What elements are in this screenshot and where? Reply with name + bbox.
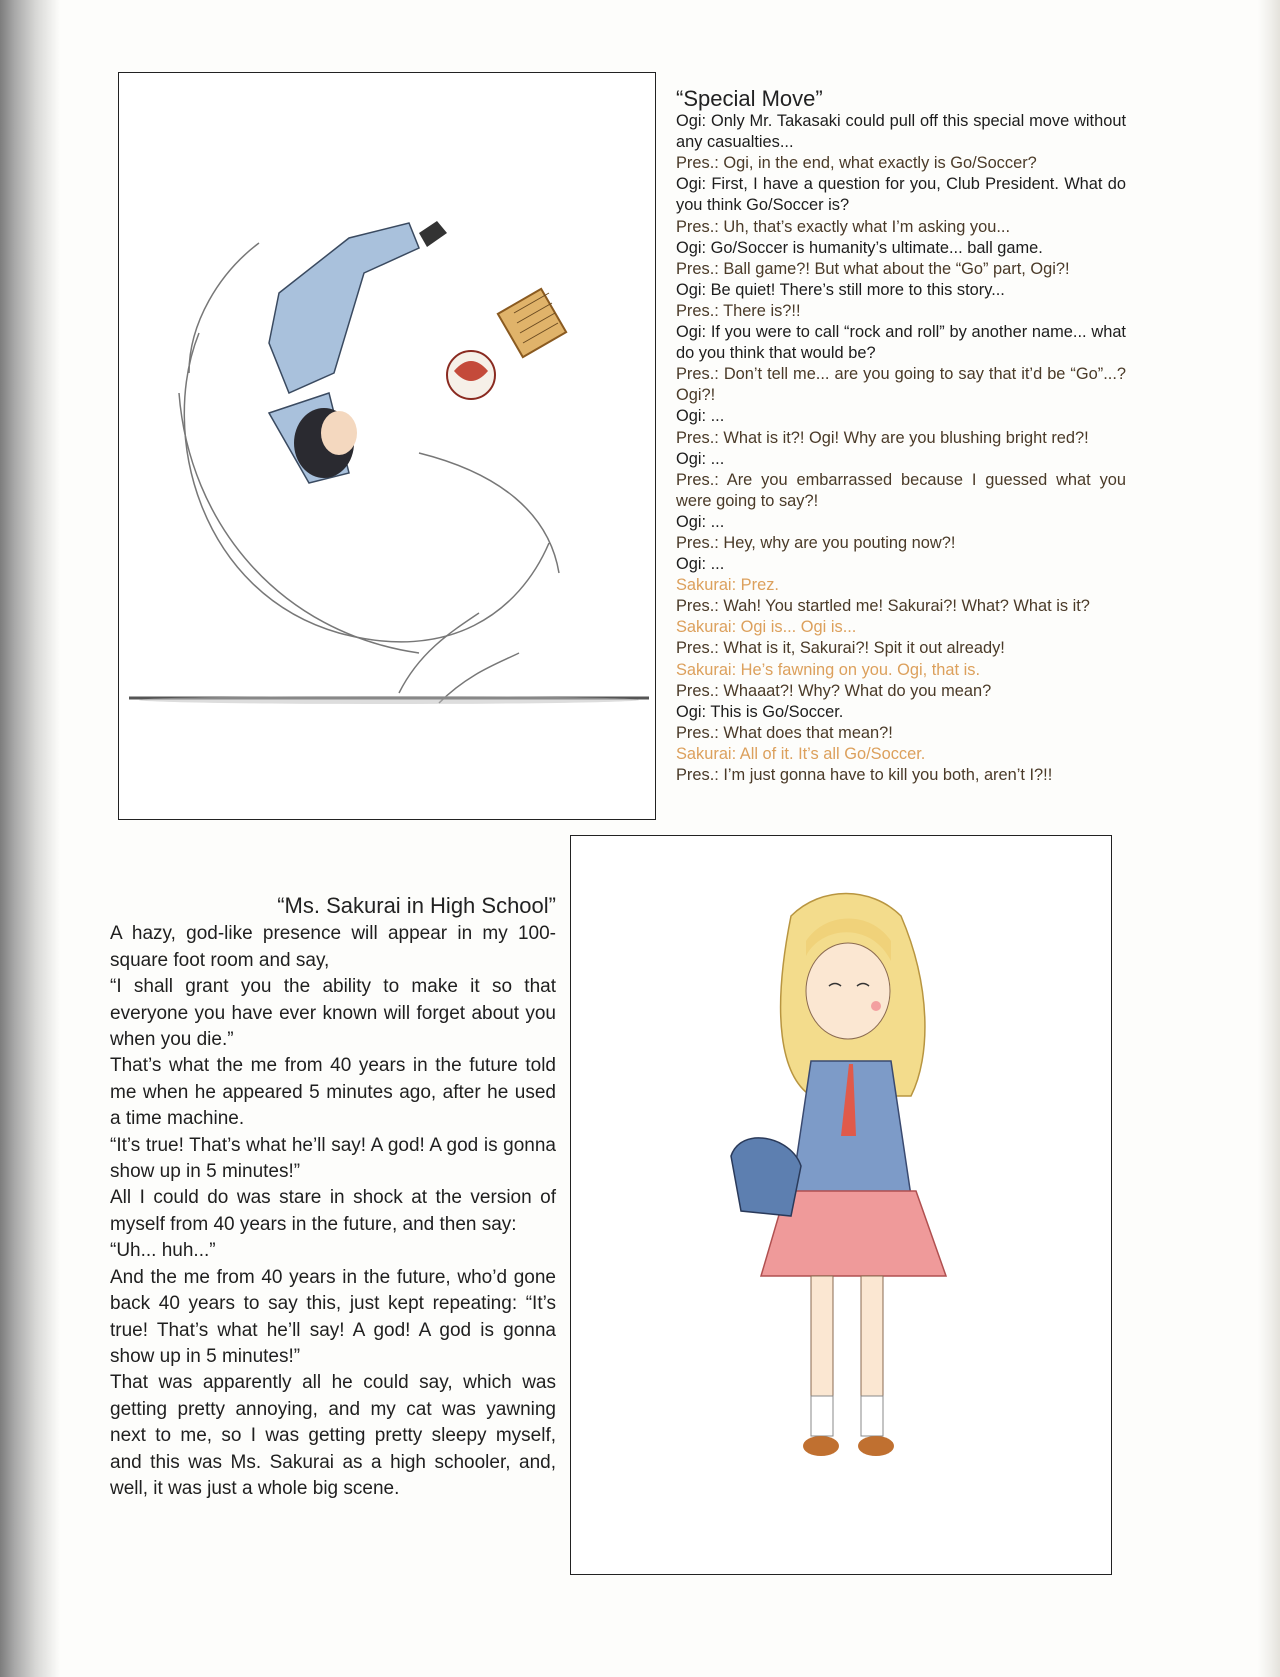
dialogue-line-ogi: Ogi: If you were to call “rock and roll” by another name... what do you think that would be? <box>676 323 1126 363</box>
dialogue-lines <box>676 111 1126 786</box>
story-paragraph: That was apparently all he could say, which was getting pretty annoying, and my cat was yawning next to me, so I was getting pretty sleepy myself, and this was Ms. Sakurai as a high schooler, and, well, it was just a whole big scene. <box>110 1372 556 1499</box>
story-paragraph: And the me from 40 years in the future, who’d gone back 40 years to say this, just kept repeating: “It’s true! That’s what he’ll say! A god! A god is gonna show up in 5 minutes!” <box>110 1266 556 1367</box>
ogi-figure <box>269 221 447 483</box>
dialogue-line-pres: Pres.: Hey, why are you pouting now?! <box>676 533 956 552</box>
dialogue-line-ogi: Ogi: Be quiet! There’s still more to this story... <box>676 280 1005 299</box>
dialogue-line-pres: Pres.: Are you embarrassed because I guessed what you were going to say?! <box>676 470 1126 510</box>
story-title-special-move: “Special Move” <box>676 86 823 111</box>
go-board <box>498 289 566 357</box>
dialogue-line-sakurai: Sakurai: Ogi is... Ogi is... <box>676 618 857 637</box>
story-paragraph: That’s what the me from 40 years in the future told me when he appeared 5 minutes ago, after he used a time machine. <box>110 1055 556 1130</box>
story-paragraph: “Uh... huh...” <box>110 1240 216 1262</box>
dialogue-line-pres: Pres.: Wah! You startled me! Sakurai?! What? What is it? <box>676 597 1090 616</box>
ogi-flipping-illustration <box>119 73 655 819</box>
dialogue-line-sakurai: Sakurai: All of it. It’s all Go/Soccer. <box>676 744 926 763</box>
scan-page-edge <box>1258 0 1280 1677</box>
dialogue-line-pres: Pres.: Uh, that’s exactly what I’m asking you... <box>676 217 1011 236</box>
sakurai-illustration <box>571 836 1111 1574</box>
dialogue-line-ogi: Ogi: Only Mr. Takasaki could pull off this special move without any casualties... <box>676 112 1126 152</box>
dialogue-line-ogi: Ogi: This is Go/Soccer. <box>676 702 844 721</box>
dialogue-line-sakurai: Sakurai: He’s fawning on you. Ogi, that is. <box>676 660 980 679</box>
dialogue-line-pres: Pres.: Ogi, in the end, what exactly is Go/Soccer? <box>676 154 1037 173</box>
story-paragraph: “I shall grant you the ability to make it so that everyone you have ever known will forget about you when you die.” <box>110 976 556 1051</box>
dialogue-line-pres: Pres.: There is?!! <box>676 301 801 320</box>
dialogue-line-sakurai: Sakurai: Prez. <box>676 576 779 595</box>
high-school-text <box>110 893 556 1502</box>
story-paragraph: “It’s true! That’s what he’ll say! A god! A god is gonna show up in 5 minutes!” <box>110 1134 556 1183</box>
illustration-sakurai-high-school <box>570 835 1112 1575</box>
dialogue-line-ogi: Ogi: Go/Soccer is humanity’s ultimate... ball game. <box>676 238 1043 257</box>
dialogue-line-pres: Pres.: What is it, Sakurai?! Spit it out already! <box>676 639 1005 658</box>
story-paragraph: All I could do was stare in shock at the version of myself from 40 years in the future, and then say: <box>110 1187 556 1235</box>
dialogue-line-ogi: Ogi: ... <box>676 407 725 426</box>
dialogue-line-pres: Pres.: Ball game?! But what about the “Go” part, Ogi?! <box>676 259 1070 278</box>
dialogue-line-ogi: Ogi: ... <box>676 512 725 531</box>
dialogue-line-ogi: Ogi: First, I have a question for you, Club President. What do you think Go/Soccer is? <box>676 175 1126 215</box>
dialogue-line-pres: Pres.: What is it?! Ogi! Why are you blushing bright red?! <box>676 428 1089 447</box>
story-paragraphs <box>110 921 556 1502</box>
story-title-high-school: “Ms. Sakurai in High School” <box>277 893 556 918</box>
dialogue-line-pres: Pres.: Whaaat?! Why? What do you mean? <box>676 681 992 700</box>
dialogue-line-ogi: Ogi: ... <box>676 555 725 574</box>
dialogue-line-pres: Pres.: What does that mean?! <box>676 723 893 742</box>
story-paragraph: A hazy, god-like presence will appear in my 100-square foot room and say, <box>110 923 556 971</box>
dialogue-line-ogi: Ogi: ... <box>676 449 725 468</box>
dialogue-line-pres: Pres.: Don’t tell me... are you going to say that it’d be “Go”...? Ogi?! <box>676 365 1126 405</box>
special-move-text <box>676 88 1126 786</box>
scan-binding-shadow <box>0 0 60 1677</box>
illustration-ogi-special-move <box>118 72 656 820</box>
dialogue-line-pres: Pres.: I’m just gonna have to kill you both, aren’t I?!! <box>676 766 1053 784</box>
